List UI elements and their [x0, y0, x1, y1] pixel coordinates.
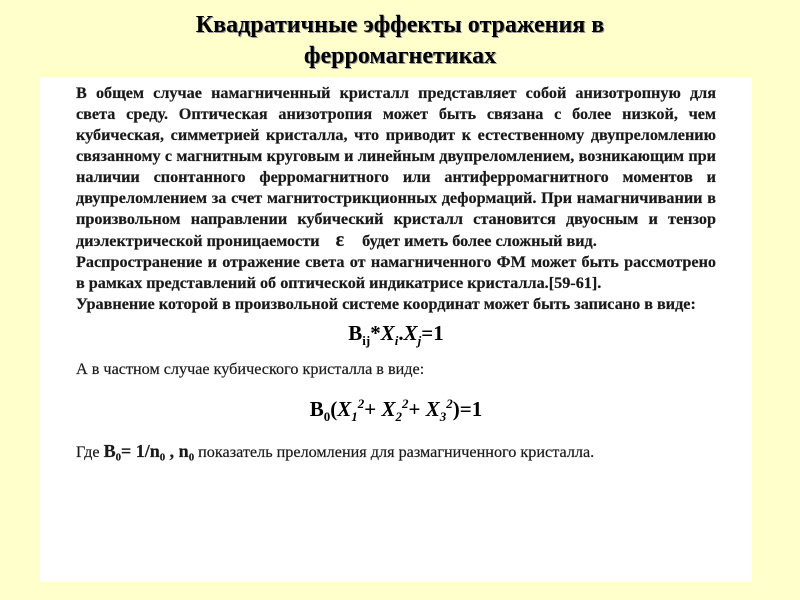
paragraph-propagation: Распространение и отражение света от намагниченного ФМ может быть рассмотрено в рамках представлений об оптической индикатрисе кристалла.[59-61].	[76, 253, 716, 292]
paragraph-anisotropy	[76, 83, 716, 252]
formula-cubic: $B_0(X_1^2+ X_2^2+ X_3^2)=1$	[309, 396, 483, 425]
paragraph-anisotropy-end: будет иметь более сложный вид.	[362, 232, 597, 250]
definition-rest: показатель преломления для размагниченного кристалла.	[198, 443, 595, 462]
scanned-text-card	[40, 77, 752, 582]
paragraph-anisotropy-text: В общем случае намагниченный кристалл представляет собой анизотропную для света среду. Оптическая анизотропия может быть связана с более низкой, чем кубическая, симметрией кристалла, что приводит к естественному двупреломлению связанному с магнитным круговым и линейным двупреломлением, возникающим при наличии спонтанного ферромагнитного или антиферромагнитного моментов и двупреломлением за счет магнитострикционных деформаций. При намагничивании в произвольном направлении кубический кристалл становится двуосным и тензор диэлектрической проницаемости	[76, 84, 716, 250]
formula-indicatrix: $B_{ij}*X_i.X_j=1$	[348, 321, 444, 349]
paragraph-cubic-case: А в частном случае кубического кристалла в виде:	[76, 360, 425, 379]
paragraph-definition	[76, 441, 716, 463]
paragraph-equation-intro: Уравнение которой в произвольной системе координат может быть записано в виде:	[76, 295, 696, 313]
slide-title-line1: Квадратичные эффекты отражения в	[195, 12, 605, 38]
definition-expression: B₀= 1/n₀ , n₀	[103, 441, 195, 462]
slide-title	[0, 10, 800, 72]
epsilon-symbol: ε	[335, 229, 345, 251]
slide-title-line2: ферромагнетиках	[303, 43, 497, 69]
definition-word: Где	[76, 443, 100, 462]
